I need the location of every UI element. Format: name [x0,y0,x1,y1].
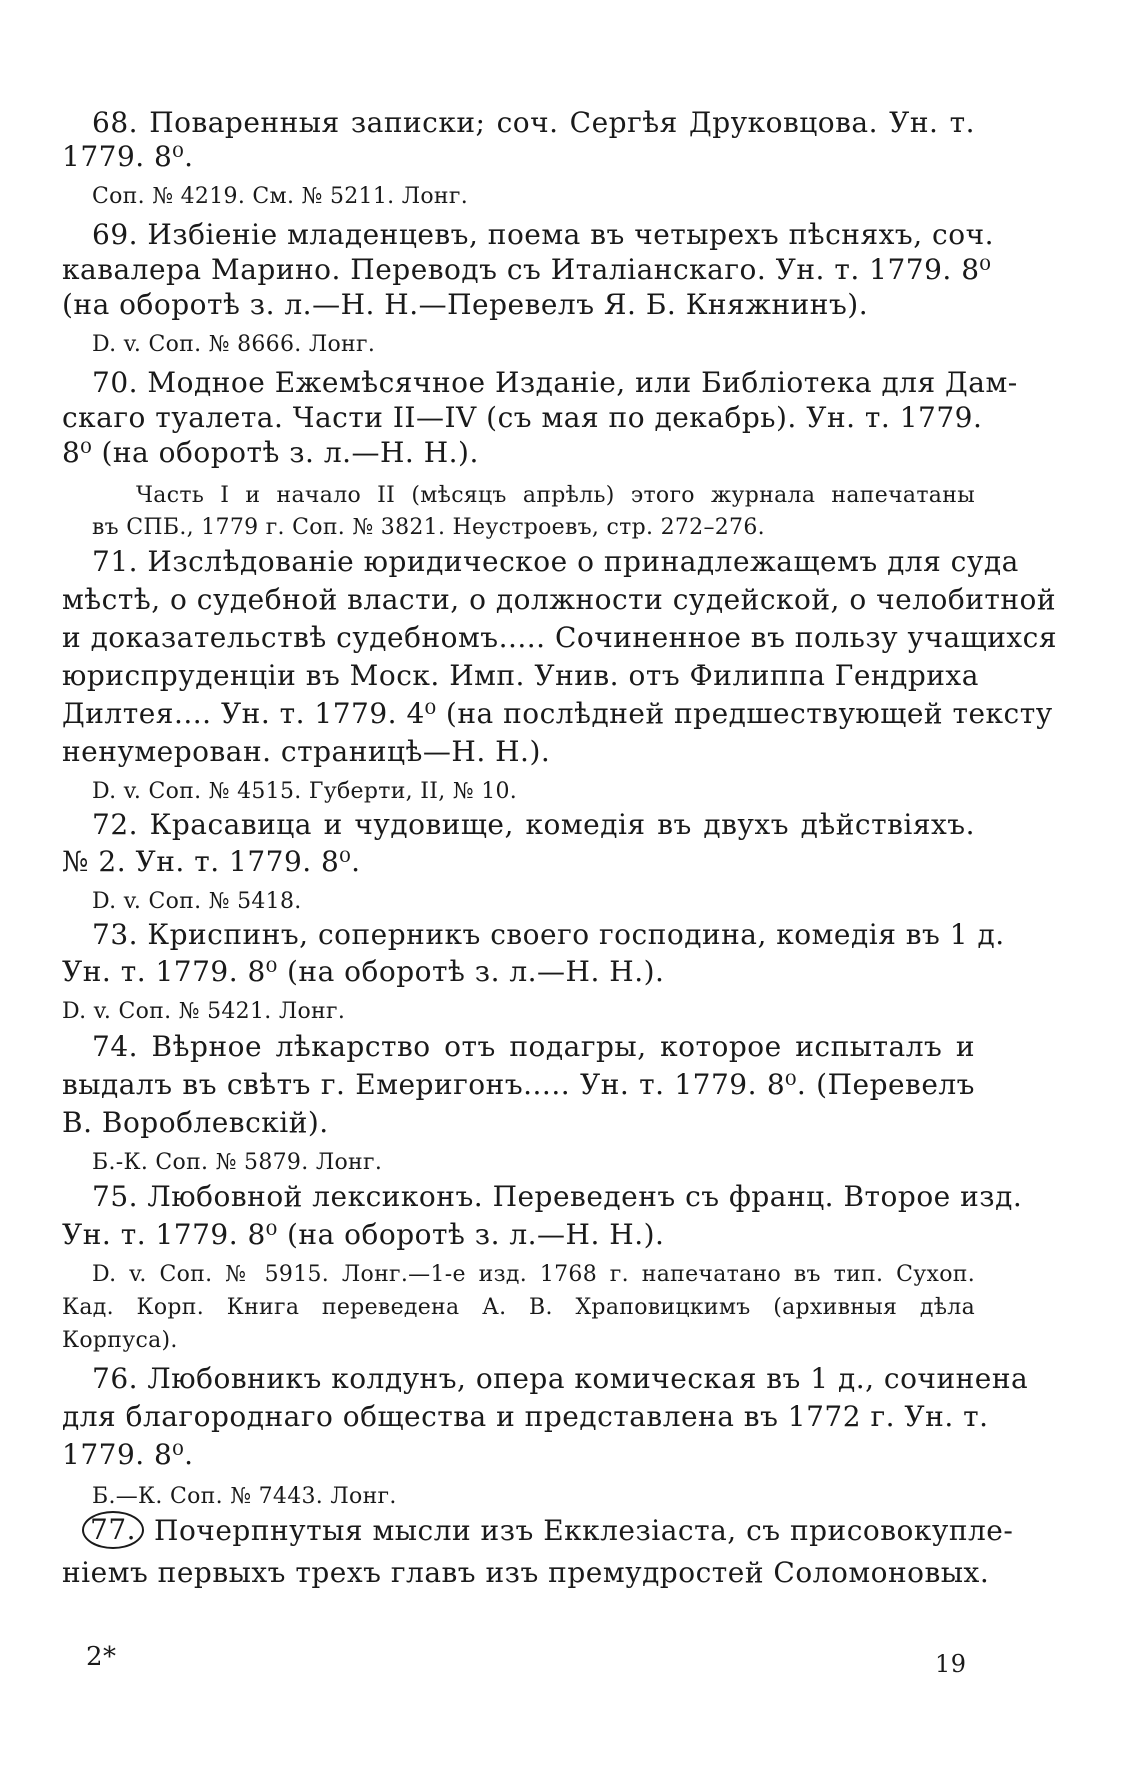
entry-71-line-4: юриспруденціи въ Моск. Имп. Унив. отъ Филиппа Гендриха [62,659,979,692]
entry-69-line-3: (на оборотѣ з. л.—Н. Н.—Перевелъ Я. Б. Княжнинъ). [62,288,869,321]
entry-77-title-start: Почерпнутыя мысли изъ Екклезіаста, съ присовокупле- [154,1513,1014,1547]
entry-72-note: D. v. Соп. № 5418. [92,889,302,914]
entry-68-line-1: 68. Поваренныя записки; соч. Сергѣя Друковцова. Ун. т. [92,106,975,139]
entry-68-line-2: 1779. 8⁰. [62,140,194,173]
entry-71-line-5: Дилтея.... Ун. т. 1779. 4⁰ (на послѣдней предшествующей тексту [62,697,1053,730]
entry-75-note-line-2: Кад. Корп. Книга переведена А. В. Храповицкимъ (архивныя дѣла [62,1295,975,1320]
entry-75-line-1: 75. Любовной лексиконъ. Переведенъ съ франц. Второе изд. [92,1180,1023,1213]
entry-71-line-2: мѣстѣ, о судебной власти, о должности судейской, о челобитной [62,583,1057,616]
entry-73-line-1: 73. Криспинъ, соперникъ своего господина, комедія въ 1 д. [92,918,1005,951]
signature-mark: 2* [86,1642,117,1672]
entry-76-line-3: 1779. 8⁰. [62,1438,194,1471]
entry-75-note-line-3: Корпуса). [62,1328,178,1353]
entry-76-line-1: 76. Любовникъ колдунъ, опера комическая въ 1 д., сочинена [92,1362,1029,1395]
entry-69-line-2: кавалера Марино. Переводъ съ Италіанскаго. Ун. т. 1779. 8⁰ [62,253,992,286]
entry-72-line-2: № 2. Ун. т. 1779. 8⁰. [62,845,361,878]
entry-77-line-1 [82,1511,1014,1549]
entry-76-note: Б.—К. Соп. № 7443. Лонг. [92,1484,397,1509]
entry-70-note-line-1: Часть I и начало II (мѣсяцъ апрѣль) этого журнала напечатаны [136,483,975,508]
entry-70-line-2: скаго туалета. Части II—IV (съ мая по декабрь). Ун. т. 1779. [62,401,983,434]
entry-69-note: D. v. Соп. № 8666. Лонг. [92,332,376,357]
page-number: 19 [935,1650,967,1678]
entry-69-line-1: 69. Избіеніе младенцевъ, поема въ четырехъ пѣсняхъ, соч. [92,218,994,251]
entry-71-note: D. v. Соп. № 4515. Губерти, II, № 10. [92,779,518,804]
entry-76-line-2: для благороднаго общества и представлена въ 1772 г. Ун. т. [62,1400,989,1433]
entry-75-line-2: Ун. т. 1779. 8⁰ (на оборотѣ з. л.—Н. Н.). [62,1218,665,1251]
entry-73-line-2: Ун. т. 1779. 8⁰ (на оборотѣ з. л.—Н. Н.). [62,955,665,988]
entry-68-note: Соп. № 4219. См. № 5211. Лонг. [92,184,469,209]
entry-74-line-3: В. Вороблевскій). [62,1106,329,1139]
entry-73-note: D. v. Соп. № 5421. Лонг. [62,999,346,1024]
entry-70-note-line-2: въ СПБ., 1779 г. Соп. № 3821. Неустроевъ, стр. 272–276. [92,515,765,540]
entry-77-line-2: ніемъ первыхъ трехъ главъ изъ премудростей Соломоновых. [62,1556,990,1589]
entry-74-note: Б.-К. Соп. № 5879. Лонг. [92,1150,383,1175]
entry-74-line-1: 74. Вѣрное лѣкарство отъ подагры, которое испыталъ и [92,1030,975,1063]
entry-72-line-1: 72. Красавица и чудовище, комедія въ двухъ дѣйствіяхъ. [92,808,975,841]
entry-71-line-6: ненумерован. страницѣ—Н. Н.). [62,735,551,768]
entry-70-line-3: 8⁰ (на оборотѣ з. л.—Н. Н.). [62,436,479,469]
entry-71-line-3: и доказательствѣ судебномъ..... Сочиненное въ пользу учащихся [62,621,1057,654]
entry-71-line-1: 71. Изслѣдованіе юридическое о принадлежащемъ для суда [92,545,1019,578]
entry-70-line-1: 70. Модное Ежемѣсячное Изданіе, или Библіотека для Дам- [92,366,1018,399]
entry-75-note-line-1: D. v. Соп. № 5915. Лонг.—1-е изд. 1768 г. напечатано въ тип. Сухоп. [92,1262,975,1287]
circled-entry-number: 77. [82,1511,144,1549]
entry-74-line-2: выдалъ въ свѣтъ г. Емеригонъ..... Ун. т. 1779. 8⁰. (Перевелъ [62,1068,975,1101]
